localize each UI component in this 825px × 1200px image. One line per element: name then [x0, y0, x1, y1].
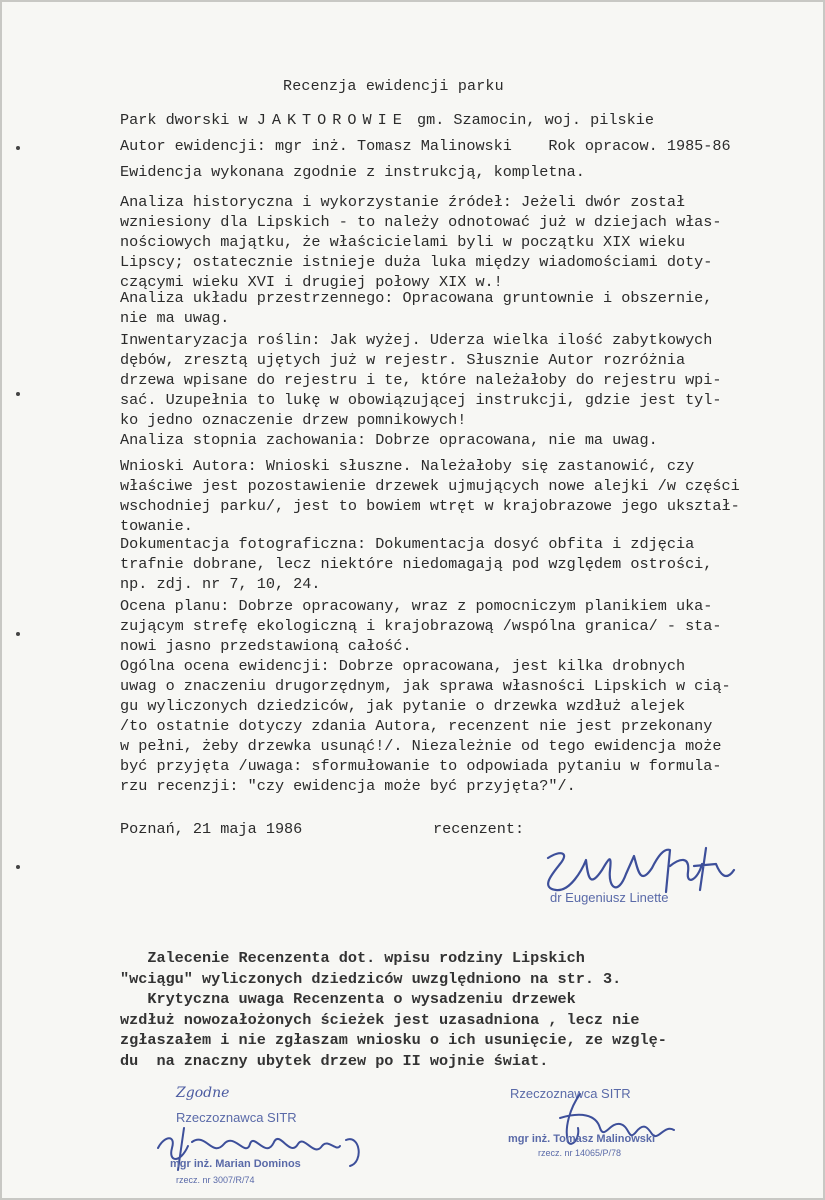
punch-mark: [16, 392, 20, 396]
note-line: du na znaczny ubytek drzew po II wojnie świat.: [120, 1051, 549, 1070]
stamp-right-name: mgr inż. Tomasz Malinowski: [508, 1133, 656, 1145]
text-line: Inwentaryzacja roślin: Jak wyżej. Uderza wielka ilość zabytkowych: [120, 331, 713, 349]
stamp-right-number: rzecz. nr 14065/P/78: [538, 1148, 622, 1158]
document-title: Recenzja ewidencji parku: [283, 78, 504, 95]
text-line: Analiza układu przestrzennego: Opracowana gruntownie i obszernie,: [120, 289, 713, 307]
preservation-analysis: [120, 430, 780, 450]
text-line: Analiza historyczna i wykorzystanie źródeł: Jeżeli dwór został: [120, 193, 686, 211]
note-line: Zalecenie Recenzenta dot. wpisu rodziny Lipskich: [120, 949, 585, 967]
text-line: drzewa wpisane do rejestru i te, które należałoby do rejestru wpi-: [120, 371, 722, 389]
punch-mark: [16, 632, 20, 636]
plan-assessment: [120, 596, 780, 656]
text-line: sać. Uzupełnia to lukę w obowiązującej instrukcji, gdzie jest tyl-: [120, 391, 722, 409]
text-line: Dokumentacja fotograficzna: Dokumentacja dosyć obfita i zdjęcia: [120, 535, 695, 553]
text-line: dębów, zresztą ujętych już w rejestr. Słusznie Autor rozróżnia: [120, 351, 686, 369]
reviewer-name-stamp: dr Eugeniusz Linette: [550, 890, 669, 905]
author-line: Autor ewidencji: mgr inż. Tomasz Malinowski Rok opracow. 1985-86: [120, 137, 731, 155]
text-line: uwag o znaczeniu drugorzędnym, jak sprawa własności Lipskich w cią-: [120, 677, 731, 695]
text-line: nowi jasno przedstawioną całość.: [120, 637, 412, 655]
compliance-line: Ewidencja wykonana zgodnie z instrukcją, kompletna.: [120, 163, 585, 181]
overall-assessment: [120, 656, 780, 796]
stamp-left-name: mgr inż. Marian Dominos: [170, 1158, 301, 1170]
text-line: być przyjęta /uwaga: sformułowanie to odpowiada pytaniu w formula-: [120, 757, 722, 775]
photo-documentation: [120, 534, 780, 594]
punch-mark: [16, 865, 20, 869]
spatial-analysis: [120, 288, 780, 328]
park-prefix: Park dworski w: [120, 111, 257, 129]
historical-analysis: [120, 192, 780, 292]
text-line: Analiza stopnia zachowania: Dobrze opracowana, nie ma uwag.: [120, 431, 658, 449]
text-line: czącymi wieku XVI i drugiej połowy XIX w.!: [120, 273, 503, 291]
note-line: "wciągu" wyliczonych dziedziców uwzględniono na str. 3.: [120, 969, 622, 988]
text-line: ko jedno oznaczenie drzew pomnikowych!: [120, 411, 467, 429]
author-conclusions: [120, 456, 780, 536]
text-line: Ogólna ocena ewidencji: Dobrze opracowana, jest kilka drobnych: [120, 657, 686, 675]
park-name: JAKTOROWIE: [256, 111, 408, 129]
stamp-right-title: Rzeczoznawca SITR: [510, 1086, 631, 1101]
text-line: nie ma uwag.: [120, 309, 230, 327]
handwritten-consent: Zgodne: [176, 1085, 230, 1101]
note-line: Krytyczna uwaga Recenzenta o wysadzeniu drzewek: [120, 990, 576, 1008]
stamp-left-title: Rzeczoznawca SITR: [176, 1110, 297, 1125]
note-line: wzdłuż nowozałożonych ścieżek jest uzasadniona , lecz nie: [120, 1010, 640, 1029]
park-suffix: gm. Szamocin, woj. pilskie: [407, 111, 654, 129]
punch-mark: [16, 146, 20, 150]
text-line: gu wyliczonych dziedziców, jak pytanie o drzewka wzdłuż alejek: [120, 697, 686, 715]
text-line: nościowych majątku, że właścicielami byli w początku XIX wieku: [120, 233, 686, 251]
park-line: [120, 110, 780, 130]
text-line: Ocena planu: Dobrze opracowany, wraz z pomocniczym planikiem uka-: [120, 597, 713, 615]
text-line: trafnie dobrane, lecz niektóre niedomagają pod względem ostrości,: [120, 555, 713, 573]
text-line: Wnioski Autora: Wnioski słuszne. Należałoby się zastanowić, czy: [120, 457, 695, 475]
text-line: wzniesiony dla Lipskich - to należy odnotować już w dziejach włas-: [120, 213, 722, 231]
header-block: [120, 110, 780, 182]
text-line: towanie.: [120, 517, 193, 535]
text-line: Lipscy; ostatecznie istnieje duża luka między wiadomościami doty-: [120, 253, 713, 271]
plant-inventory: [120, 330, 780, 430]
text-line: rzu recenzji: "czy ewidencja może być przyjęta?"/.: [120, 777, 576, 795]
text-line: wschodniej parku/, jest to bowiem wtręt w krajobrazowe jego ukształ-: [120, 497, 740, 515]
reviewer-label: recenzent:: [433, 820, 525, 838]
text-line: np. zdj. nr 7, 10, 24.: [120, 575, 321, 593]
text-line: /to ostatnie dotyczy zdania Autora, recenzent nie jest przekonany: [120, 717, 713, 735]
text-line: zującym strefę ekologiczną i krajobrazową /wspólna granica/ - sta-: [120, 617, 722, 635]
text-line: w pełni, żeby drzewka usunąć!/. Niezależnie od tego ewidencja może: [120, 737, 722, 755]
author-response-note: [120, 948, 770, 1071]
text-line: właściwe jest pozostawienie drzewek ujmujących nowe alejki /w części: [120, 477, 740, 495]
place-date: Poznań, 21 maja 1986: [120, 820, 303, 838]
stamp-left-number: rzecz. nr 3007/R/74: [176, 1175, 255, 1185]
note-line: zgłaszałem i nie zgłaszam wniosku o ich usunięcie, ze wzglę-: [120, 1031, 667, 1049]
